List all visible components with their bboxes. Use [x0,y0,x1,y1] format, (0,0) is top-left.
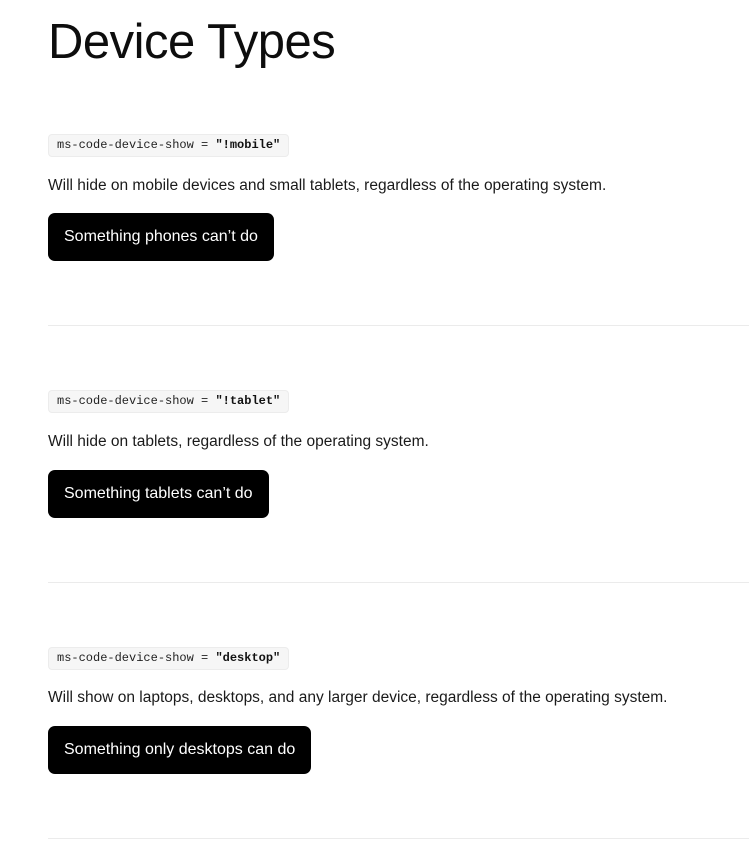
section-description-tablet: Will hide on tablets, regardless of the operating system. [48,433,429,450]
code-attribute-name: ms-code-device-show = [57,138,216,152]
demo-button-mobile[interactable]: Something phones can’t do [48,213,274,261]
section-divider [48,838,749,839]
code-attribute-tablet [48,390,289,413]
code-attribute-value: "desktop" [215,651,281,665]
code-attribute-value: "!mobile" [215,138,281,152]
demo-button-tablet[interactable]: Something tablets can’t do [48,470,269,518]
code-attribute-name: ms-code-device-show = [57,651,216,665]
section-divider [48,582,749,583]
demo-button-desktop[interactable]: Something only desktops can do [48,726,311,774]
code-attribute-desktop [48,647,289,670]
page-title: Device Types [48,15,336,69]
section-description-mobile: Will hide on mobile devices and small tablets, regardless of the operating system. [48,177,607,194]
code-attribute-name: ms-code-device-show = [57,394,216,408]
code-attribute-mobile [48,134,289,157]
section-description-desktop: Will show on laptops, desktops, and any larger device, regardless of the operating system. [48,689,668,706]
code-attribute-value: "!tablet" [215,394,281,408]
section-divider [48,325,749,326]
